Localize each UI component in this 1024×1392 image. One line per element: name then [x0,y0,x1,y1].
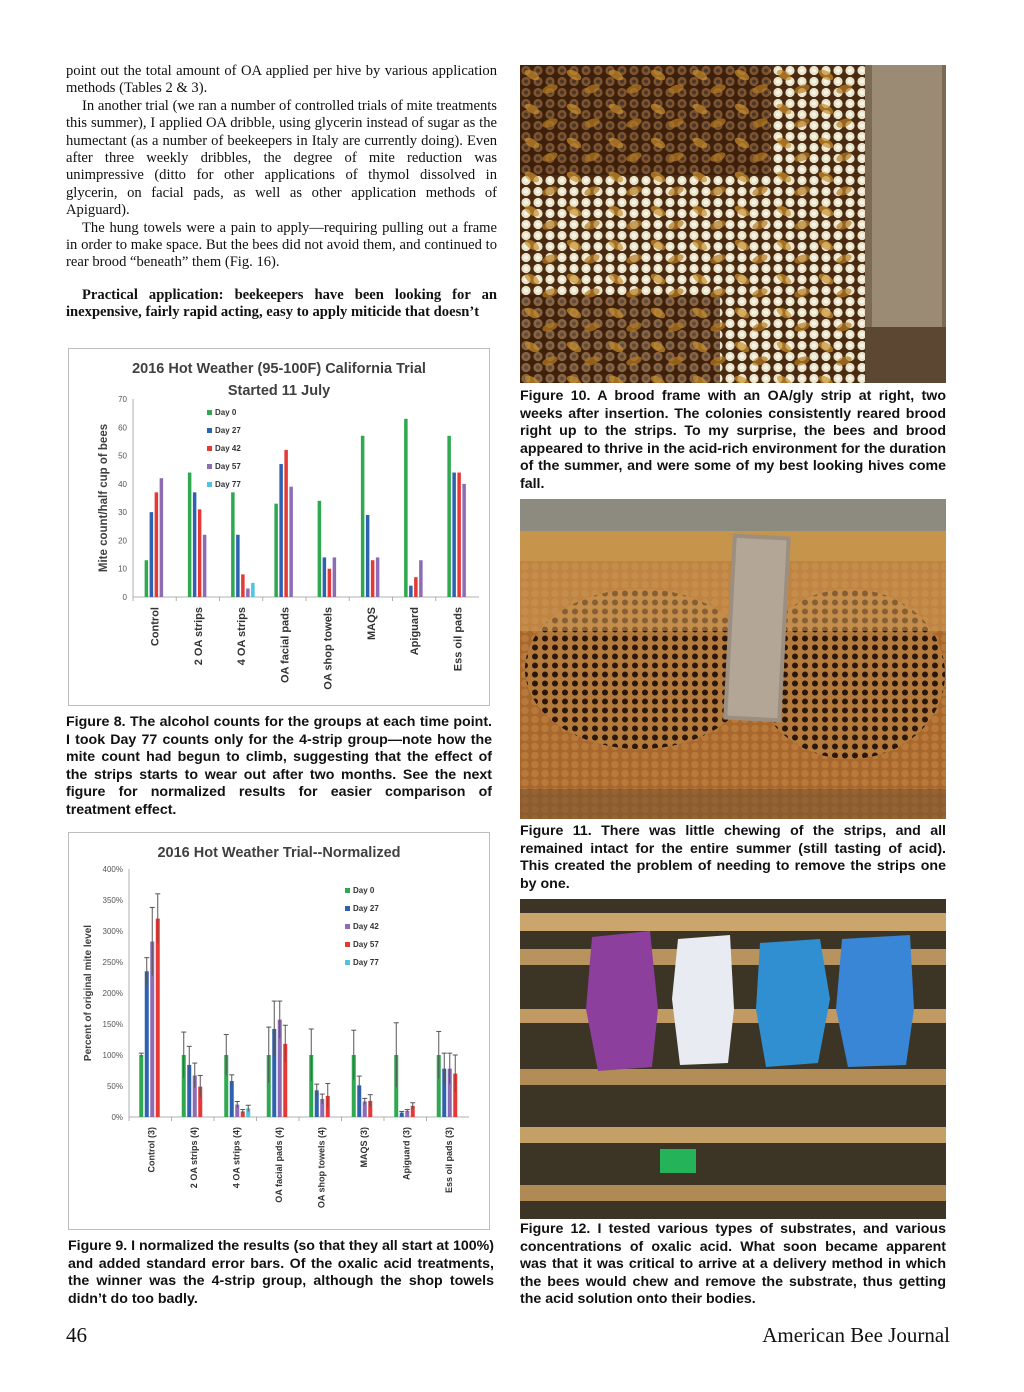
paragraph-2: In another trial (we ran a number of controlled trials of mite treatments this summer), I applied OA dribble, using glycerin instead of sugar as the humectant (as a number of beekeepers in Italy are currently doing). Even after three weekly dribbles, the degree of mite reduction was unimpressive (ditto for other applications of thymol dissolved in glycerin, on facial pads, as well as other application methods of Apiguard). [66,97,497,219]
bar [414,577,418,597]
bar [366,515,370,597]
legend-swatch [207,464,212,469]
brood-frame-photo [520,65,946,383]
category-label: 2 OA strips [192,607,205,666]
figure-9-chart [68,832,490,1230]
y-tick-label: 0% [111,1113,123,1122]
y-tick-label: 300% [102,927,123,936]
bar [279,464,283,597]
bar [241,574,245,597]
bar [462,484,466,597]
category-label: Apiguard (3) [401,1127,412,1180]
figure-9-chart-svg [69,833,489,1229]
article-text [66,63,497,272]
y-tick-label: 60 [118,423,127,433]
legend-label: Day 42 [353,922,379,931]
bar [188,473,192,597]
legend-swatch [207,428,212,433]
legend-swatch [207,446,212,451]
category-label: OA facial pads [279,607,292,684]
figure-12-caption: Figure 12. I tested various types of substrates, and various concentrations of oxalic acid. What soon became apparent was that it was critical to arrive at a delivery method in which the bees would chew and remove the substrate, thus getting the acid solution onto their bodies. [520,1221,946,1308]
legend-swatch [345,906,350,911]
category-label: Control [149,607,162,647]
bar [160,478,164,597]
category-label: Control (3) [146,1127,157,1173]
y-tick-label: 100% [102,1051,123,1060]
bar [284,450,288,597]
legend-label: Day 27 [215,426,241,435]
bar [156,919,160,1117]
bar [203,535,207,597]
y-tick-label: 350% [102,896,123,905]
legend-swatch [207,410,212,415]
chart-title: 2016 Hot Weather Trial--Normalized [157,845,401,861]
strip-frame-photo [520,499,946,819]
y-tick-label: 30 [118,508,127,518]
y-tick-label: 20 [118,536,127,546]
bar [231,492,235,597]
bar [376,557,380,597]
bar [333,557,337,597]
legend-swatch [345,942,350,947]
legend-label: Day 0 [353,886,375,895]
bar [236,535,240,597]
figure-8-chart-svg [69,349,489,705]
bar [193,492,197,597]
bar [198,509,202,597]
y-tick-label: 70 [118,395,127,404]
bar [404,419,408,597]
bar [139,1055,143,1117]
legend-swatch [345,888,350,893]
figure-8-caption: Figure 8. The alcohol counts for the groups at each time point. I took Day 77 counts only for the 4-strip group—note how the mite count had begun to climb, suggesting that the effect of the strips starts to wear out after two months. See the next figure for normalized results for easier comparison of treatment effect. [66,714,492,818]
figure-8-chart [68,348,490,706]
figure-12-photo [520,899,946,1219]
bar [371,560,375,597]
y-tick-label: 250% [102,958,123,967]
y-axis-label: Percent of original mite level [83,924,94,1062]
y-tick-label: 200% [102,989,123,998]
category-label: Apiguard [409,607,422,656]
bar [145,560,149,597]
chart-subtitle: Started 11 July [227,383,331,399]
journal-name: American Bee Journal [762,1323,950,1347]
y-tick-label: 50% [106,1082,123,1091]
category-label: MAQS (3) [358,1127,369,1168]
legend-label: Day 57 [215,462,241,471]
bar [323,557,327,597]
figure-9-caption: Figure 9. I normalized the results (so that they all start at 100%) and added standard error bars. Of the oxalic acid treatments, the winner was the 4-strip group, although the shop towels didn’t do too badly. [68,1238,494,1307]
figure-11-caption: Figure 11. There was little chewing of the strips, and all remained intact for the entire summer (still tasting of acid). This created the problem of needing to remove the strips one by one. [520,823,946,892]
page-number: 46 [66,1323,87,1347]
bar [328,569,332,597]
bar [409,586,413,597]
category-label: OA shop towels (4) [316,1127,327,1209]
category-label: OA facial pads (4) [273,1127,284,1203]
paragraph-practical-application: Practical application: beekeepers have been looking for an inexpensive, fairly rapid acting, easy to apply miticide that doesn’t [66,287,497,321]
y-tick-label: 40 [118,479,127,489]
legend-label: Day 77 [215,480,241,489]
category-label: 2 OA strips (4) [188,1127,199,1189]
bar [150,512,154,597]
y-tick-label: 400% [102,865,123,874]
bar [145,971,149,1117]
bar [318,501,322,597]
legend-label: Day 42 [215,444,241,453]
legend-label: Day 0 [215,408,237,417]
legend-label: Day 27 [353,904,379,913]
category-label: OA shop towels [322,607,335,690]
substrates-photo [520,899,946,1219]
y-tick-label: 150% [102,1020,123,1029]
chart-title: 2016 Hot Weather (95-100F) California Trial [132,361,426,377]
figure-11-photo [520,499,946,819]
bar [155,492,159,597]
legend-swatch [207,482,212,487]
y-tick-label: 0 [122,593,127,602]
legend-swatch [345,960,350,965]
category-label: Ess oil pads (3) [443,1127,454,1194]
y-tick-label: 50 [118,451,127,461]
bar [457,473,461,597]
legend-label: Day 57 [353,940,379,949]
legend-label: Day 77 [353,958,379,967]
legend-swatch [345,924,350,929]
y-axis-label: Mite count/half cup of bees [98,423,110,573]
bar [289,487,293,597]
bar [361,436,365,597]
bar [452,473,456,597]
category-label: 4 OA strips (4) [231,1127,242,1189]
y-tick-label: 10 [118,564,127,574]
paragraph-1: point out the total amount of OA applied per hive by various application methods (Tables 2 & 3). [66,63,497,97]
category-label: MAQS [365,607,378,640]
bar [246,589,250,597]
bar [251,583,255,597]
category-label: 4 OA strips [236,607,249,666]
figure-10-photo [520,65,946,383]
bar [274,504,278,597]
category-label: Ess oil pads [452,607,465,672]
paragraph-3: The hung towels were a pain to apply—requiring pulling out a frame in order to make space. But the bees did not avoid them, and continued to rear brood “beneath” them (Fig. 16). [66,219,497,271]
figure-10-caption: Figure 10. A brood frame with an OA/gly strip at right, two weeks after insertion. The colonies consistently reared brood right up to the strips. To my surprise, the bees and brood appeared to thrive in the acid-rich environment for the duration of the summer, and were some of my best looking hives come fall. [520,388,946,492]
bar [419,560,423,597]
bar [447,436,451,597]
